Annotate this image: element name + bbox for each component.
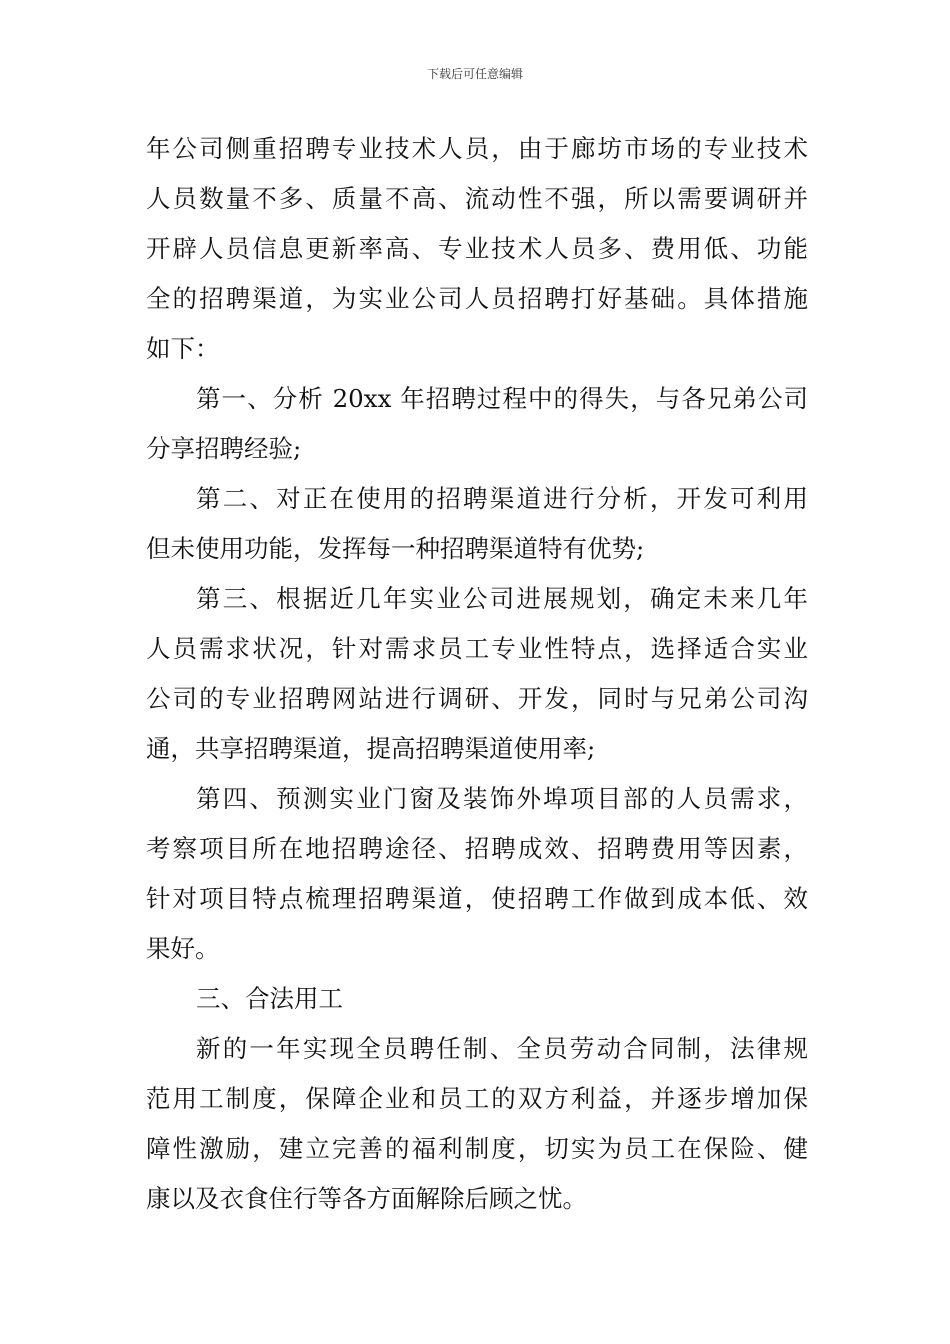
text-line: 公司的专业招聘网站进行调研、开发，同时与兄弟公司沟	[146, 684, 808, 713]
text-line: 如下：	[146, 334, 220, 363]
document-body	[146, 124, 808, 1224]
paragraph	[146, 474, 808, 574]
paragraph	[146, 1024, 808, 1224]
text-line: 通，共享招聘渠道，提高招聘渠道使用率;	[146, 734, 596, 763]
text-line: 新的一年实现全员聘任制、全员劳动合同制，法律规	[196, 1034, 808, 1063]
paragraph	[146, 374, 808, 474]
text-line: 考察项目所在地招聘途径、招聘成效、招聘费用等因素，	[146, 834, 808, 863]
text-line: 第三、根据近几年实业公司进展规划，确定未来几年	[196, 584, 808, 613]
text-line: 全的招聘渠道，为实业公司人员招聘打好基础。具体措施	[146, 284, 808, 313]
text-line: 第二、对正在使用的招聘渠道进行分析，开发可利用	[196, 484, 808, 513]
text-line: 人员需求状况，针对需求员工专业性特点，选择适合实业	[146, 634, 808, 663]
paragraph	[146, 574, 808, 774]
text-line: 针对项目特点梳理招聘渠道，使招聘工作做到成本低、效	[146, 884, 808, 913]
text-line: 开辟人员信息更新率高、专业技术人员多、费用低、功能	[146, 234, 808, 263]
paragraph	[146, 124, 808, 374]
paragraph	[146, 774, 808, 974]
text-line: 第一、分析 20xx 年招聘过程中的得失，与各兄弟公司	[196, 384, 808, 413]
text-line: 三、合法用工	[196, 984, 343, 1013]
page-header: 下载后可任意编辑	[426, 67, 523, 81]
text-line: 但未使用功能，发挥每一种招聘渠道特有优势;	[146, 534, 645, 563]
text-line: 障性激励，建立完善的福利制度，切实为员工在保险、健	[146, 1134, 808, 1163]
text-line: 果好。	[146, 934, 220, 963]
section-heading	[146, 974, 808, 1024]
text-line: 年公司侧重招聘专业技术人员，由于廊坊市场的专业技术	[146, 134, 808, 163]
text-line: 分享招聘经验;	[146, 434, 302, 463]
text-line: 范用工制度，保障企业和员工的双方利益，并逐步增加保	[146, 1084, 808, 1113]
text-line: 人员数量不多、质量不高、流动性不强，所以需要调研并	[146, 184, 808, 213]
text-line: 康以及衣食住行等各方面解除后顾之忧。	[146, 1184, 587, 1213]
text-line: 第四、预测实业门窗及装饰外埠项目部的人员需求，	[196, 784, 808, 813]
